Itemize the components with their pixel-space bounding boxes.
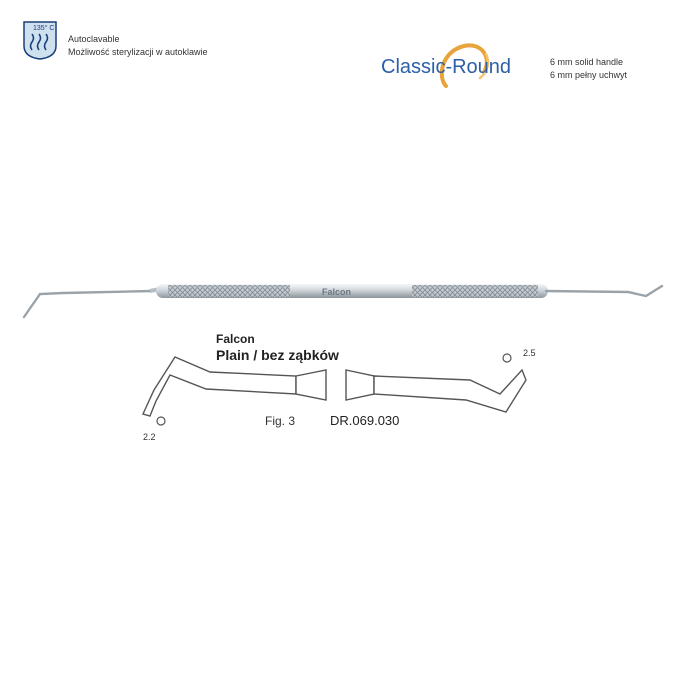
product-code: DR.069.030 xyxy=(330,413,400,428)
handle-spec-pl: 6 mm pełny uchwyt xyxy=(550,70,628,80)
right-tip-outline xyxy=(374,370,526,412)
right-working-tip xyxy=(546,286,662,296)
right-tip-taper xyxy=(346,370,374,400)
handle-engraving: Falcon xyxy=(322,287,352,297)
autoclave-label-en: Autoclavable xyxy=(68,34,120,44)
autoclave-label-pl: Możliwość sterylizacji w autoklawie xyxy=(68,47,208,57)
product-brand: Falcon xyxy=(216,332,255,346)
tip-detail-drawing xyxy=(0,330,700,450)
left-working-tip xyxy=(24,291,152,317)
knurled-grip-right xyxy=(412,285,538,297)
handle-spec xyxy=(550,56,627,82)
product-pattern: Plain / bez ząbków xyxy=(216,347,339,363)
figure-label: Fig. 3 xyxy=(265,414,296,428)
autoclave-temperature: 135° C xyxy=(33,25,55,32)
handle-spec-en: 6 mm solid handle xyxy=(550,57,624,67)
left-tip-diameter-circle xyxy=(157,417,165,425)
right-tip-diameter-circle xyxy=(503,354,511,362)
right-tip-diameter: 2.5 xyxy=(523,348,536,358)
left-tip-taper xyxy=(296,370,326,400)
dental-instrument xyxy=(0,270,700,330)
autoclave-label xyxy=(68,33,208,59)
classic-round-logo-text: Classic-Round xyxy=(381,56,512,78)
knurled-grip-left xyxy=(168,285,290,297)
left-tip-outline xyxy=(143,357,296,416)
left-tip-diameter: 2.2 xyxy=(143,432,156,442)
